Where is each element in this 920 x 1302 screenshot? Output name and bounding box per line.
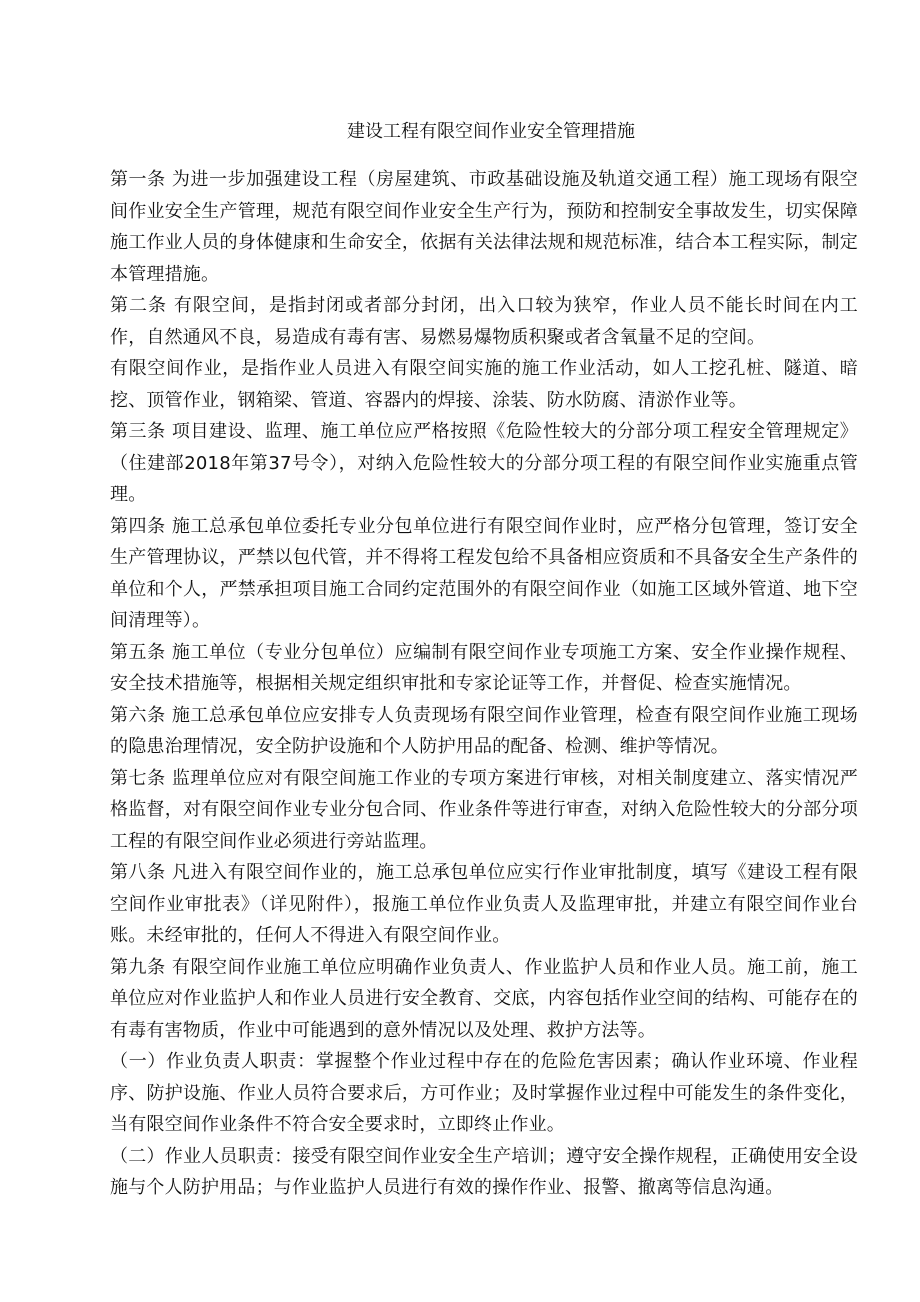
- article-5: 第五条 施工单位（专业分包单位）应编制有限空间作业专项施工方案、安全作业操作规程、安全技术措施等，根据相关规定组织审批和专家论证等工作，并督促、检查实施情况。: [110, 641, 858, 694]
- article-6: 第六条 施工总承包单位应安排专人负责现场有限空间作业管理，检查有限空间作业施工现场的隐患治理情况，安全防护设施和个人防护用品的配备、检测、维护等情况。: [110, 704, 858, 757]
- article-4: 第四条 施工总承包单位委托专业分包单位进行有限空间作业时，应严格分包管理，签订安全生产管理协议，严禁以包代管，并不得将工程发包给不具备相应资质和不具备安全生产条件的单位和个人，严禁承担项目施工合同约定范围外的有限空间作业（如施工区域外管道、地下空间清理等）。: [110, 515, 858, 631]
- document-title: 建设工程有限空间作业安全管理措施: [347, 121, 635, 142]
- article-9-item-2: （二）作业人员职责：接受有限空间作业安全生产培训；遵守安全操作规程，正确使用安全设施与个人防护用品；与作业监护人员进行有效的操作作业、报警、撤离等信息沟通。: [110, 1145, 858, 1198]
- article-2: 第二条 有限空间，是指封闭或者部分封闭，出入口较为狭窄，作业人员不能长时间在内工作，自然通风不良，易造成有毒有害、易燃易爆物质积聚或者含氧量不足的空间。: [110, 295, 858, 348]
- document-body: [110, 164, 858, 1204]
- article-3: 第三条 项目建设、监理、施工单位应严格按照《危险性较大的分部分项工程安全管理规定》（住建部2018年第37号令），对纳入危险性较大的分部分项工程的有限空间作业实施重点管理。: [110, 421, 858, 505]
- article-8: 第八条 凡进入有限空间作业的，施工总承包单位应实行作业审批制度，填写《建设工程有限空间作业审批表》（详见附件），报施工单位作业负责人及监理审批，并建立有限空间作业台账。未经审批的，任何人不得进入有限空间作业。: [110, 862, 858, 946]
- article-2-definition: 有限空间作业，是指作业人员进入有限空间实施的施工作业活动，如人工挖孔桩、隧道、暗挖、顶管作业，钢箱梁、管道、容器内的焊接、涂装、防水防腐、清淤作业等。: [110, 358, 858, 411]
- article-1: 第一条 为进一步加强建设工程（房屋建筑、市政基础设施及轨道交通工程）施工现场有限空间作业安全生产管理，规范有限空间作业安全生产行为，预防和控制安全事故发生，切实保障施工作业人员的身体健康和生命安全，依据有关法律法规和规范标准，结合本工程实际，制定本管理措施。: [110, 169, 858, 285]
- article-9-item-1: （一）作业负责人职责：掌握整个作业过程中存在的危险危害因素；确认作业环境、作业程序、防护设施、作业人员符合要求后，方可作业；及时掌握作业过程中可能发生的条件变化，当有限空间作业条件不符合安全要求时，立即终止作业。: [110, 1051, 858, 1135]
- article-9: 第九条 有限空间作业施工单位应明确作业负责人、作业监护人员和作业人员。施工前，施工单位应对作业监护人和作业人员进行安全教育、交底，内容包括作业空间的结构、可能存在的有毒有害物质，作业中可能遇到的意外情况以及处理、救护方法等。: [110, 956, 858, 1041]
- article-7: 第七条 监理单位应对有限空间施工作业的专项方案进行审核，对相关制度建立、落实情况严格监督，对有限空间作业专业分包合同、作业条件等进行审查，对纳入危险性较大的分部分项工程的有限空间作业必须进行旁站监理。: [110, 767, 858, 852]
